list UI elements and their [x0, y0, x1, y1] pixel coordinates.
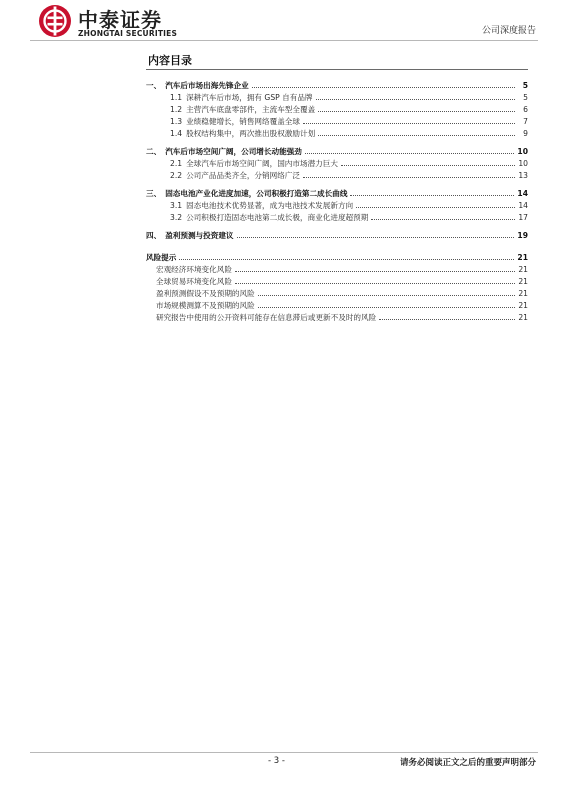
toc-entry-title: 研究报告中使用的公开资料可能存在信息滞后或更新不及时的风险 — [156, 313, 377, 322]
toc-leader-dots — [371, 219, 515, 220]
toc-entry-title: 股权结构集中，两次推出股权激励计划 — [186, 129, 316, 138]
toc-entry-title: 固态电池产业化进度加速，公司积极打造第二成长曲线 — [165, 189, 348, 198]
toc-entry-page: 5 — [523, 93, 528, 102]
toc-entry-title: 业绩稳健增长，销售网络覆盖全球 — [186, 117, 300, 126]
toc-entry-page: 7 — [523, 117, 528, 126]
toc-leader-dots — [235, 283, 515, 284]
toc-leader-dots — [305, 153, 515, 154]
report-type-label: 公司深度报告 — [481, 26, 536, 36]
toc-leader-dots — [258, 295, 515, 296]
toc-entry-number: 三、 — [146, 189, 162, 198]
toc-subsection-entry[interactable] — [146, 212, 528, 224]
toc-entry-page: 17 — [518, 213, 528, 222]
toc-entry-title: 公司产品品类齐全，分销网络广泛 — [186, 171, 300, 180]
toc-entry-number: 2.1 — [170, 159, 183, 168]
company-logo-text: 中泰证券 — [78, 8, 162, 32]
toc-entry-page: 14 — [517, 189, 528, 198]
toc-subsection-entry[interactable] — [146, 158, 528, 170]
toc-entry-page: 5 — [522, 81, 528, 90]
disclaimer-text: 请务必阅读正文之后的重要声明部分 — [399, 758, 536, 768]
toc-entry-title: 全球汽车后市场空间广阔，国内市场潜力巨大 — [186, 159, 338, 168]
table-of-contents — [146, 80, 528, 324]
toc-entry-title: 盈利预测与投资建议 — [165, 231, 234, 240]
toc-entry-page: 9 — [523, 129, 528, 138]
toc-section-entry[interactable] — [146, 188, 528, 200]
toc-entry-number: 2.2 — [170, 171, 183, 180]
toc-leader-dots — [303, 177, 515, 178]
toc-entry-page: 21 — [517, 253, 528, 262]
toc-leader-dots — [318, 111, 515, 112]
toc-entry-number: 3.2 — [170, 213, 183, 222]
toc-entry-title: 汽车后市场出海先锋企业 — [165, 81, 249, 90]
footer-divider — [30, 752, 538, 753]
toc-entry-page: 21 — [518, 289, 528, 298]
toc-entry-title: 深耕汽车后市场，拥有 GSP 自有品牌 — [186, 93, 313, 102]
toc-leader-dots — [356, 207, 515, 208]
toc-leader-dots — [379, 319, 515, 320]
toc-risk-item-entry[interactable] — [146, 288, 528, 300]
toc-risk-item-entry[interactable] — [146, 312, 528, 324]
toc-risk-item-entry[interactable] — [146, 264, 528, 276]
toc-subsection-entry[interactable] — [146, 128, 528, 140]
toc-entry-page: 19 — [517, 231, 528, 240]
toc-subsection-entry[interactable] — [146, 200, 528, 212]
toc-risk-item-entry[interactable] — [146, 276, 528, 288]
toc-subsection-entry[interactable] — [146, 170, 528, 182]
toc-entry-title: 宏观经济环境变化风险 — [156, 265, 232, 274]
toc-entry-number: 3.1 — [170, 201, 183, 210]
toc-leader-dots — [235, 271, 515, 272]
toc-entry-number: 二、 — [146, 147, 162, 156]
toc-entry-number: 1.4 — [170, 129, 183, 138]
page-number: - 3 - — [268, 756, 285, 766]
toc-leader-dots — [237, 237, 515, 238]
toc-entry-number: 1.2 — [170, 105, 183, 114]
toc-leader-dots — [252, 87, 515, 88]
toc-section-entry[interactable] — [146, 80, 528, 92]
toc-entry-page: 21 — [518, 265, 528, 274]
toc-subsection-entry[interactable] — [146, 116, 528, 128]
page-header — [0, 0, 572, 48]
toc-risk-item-entry[interactable] — [146, 300, 528, 312]
toc-entry-title: 主营汽车底盘零部件，主流车型全覆盖 — [186, 105, 316, 114]
toc-entry-title: 公司积极打造固态电池第二成长极，商业化进度超预期 — [186, 213, 369, 222]
toc-spacer — [146, 242, 528, 252]
toc-entry-page: 6 — [523, 105, 528, 114]
toc-entry-number: 四、 — [146, 231, 162, 240]
toc-section-entry[interactable] — [146, 146, 528, 158]
toc-entry-title: 市场规模测算不及预期的风险 — [156, 301, 255, 310]
toc-entry-title: 风险提示 — [146, 253, 177, 262]
toc-leader-dots — [341, 165, 515, 166]
toc-leader-dots — [179, 259, 514, 260]
toc-entry-number: 1.3 — [170, 117, 183, 126]
toc-entry-number: 1.1 — [170, 93, 183, 102]
toc-title: 内容目录 — [148, 54, 192, 67]
toc-title-divider — [146, 69, 528, 70]
zhongtai-logo-icon — [38, 4, 72, 38]
toc-section-entry[interactable] — [146, 230, 528, 242]
toc-entry-page: 14 — [518, 201, 528, 210]
header-divider — [30, 40, 538, 41]
toc-entry-title: 汽车后市场空间广阔，公司增长动能强劲 — [165, 147, 302, 156]
toc-entry-page: 10 — [518, 159, 528, 168]
toc-entry-title: 固态电池技术优势显著，成为电池技术发展新方向 — [186, 201, 354, 210]
toc-entry-title: 盈利预测假设不及预期的风险 — [156, 289, 255, 298]
toc-entry-page: 21 — [518, 313, 528, 322]
toc-subsection-entry[interactable] — [146, 92, 528, 104]
toc-leader-dots — [350, 195, 514, 196]
toc-leader-dots — [316, 99, 515, 100]
toc-leader-dots — [318, 135, 515, 136]
toc-entry-page: 10 — [517, 147, 528, 156]
company-logo-english: ZHONGTAI SECURITIES — [78, 29, 178, 38]
toc-leader-dots — [303, 123, 515, 124]
toc-entry-title: 全球贸易环境变化风险 — [156, 277, 232, 286]
toc-risk-section-entry[interactable] — [146, 252, 528, 264]
toc-entry-page: 21 — [518, 301, 528, 310]
toc-entry-number: 一、 — [146, 81, 162, 90]
toc-entry-page: 21 — [518, 277, 528, 286]
toc-entry-page: 13 — [518, 171, 528, 180]
toc-leader-dots — [258, 307, 515, 308]
toc-subsection-entry[interactable] — [146, 104, 528, 116]
